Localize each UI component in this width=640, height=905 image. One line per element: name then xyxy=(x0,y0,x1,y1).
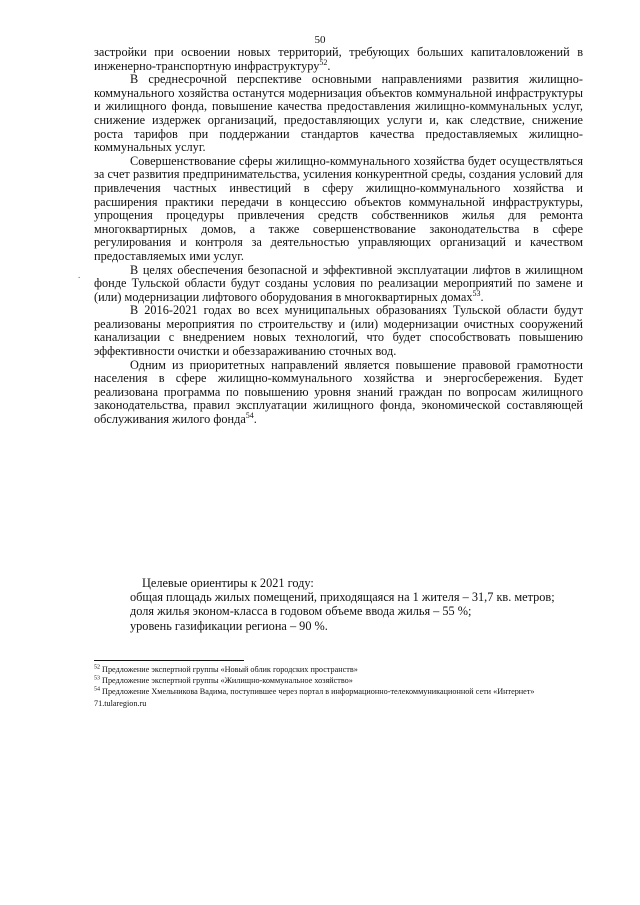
paragraph-4: В целях обеспечения безопасной и эффективной эксплуатации лифтов в жилищном фонде Тульской области будут созданы условия по реализации мероприятий по замене и (или) модернизации лифтового оборудования в многоквартирных домах$^{53}$. xyxy=(94,262,583,304)
paragraph-5: В 2016-2021 годах во всех муниципальных образованиях Тульской области будут реализованы мероприятия по строительству и (или) модернизации очистных сооружений канализации с внедрением новых технологий, что будет способствовать повышению эффективности очистки и обеззараживанию сточных вод. xyxy=(94,303,583,359)
scan-mark: . xyxy=(78,270,81,280)
footnote-ref-54: 54 xyxy=(245,410,254,420)
paragraph-3: Совершенствование сферы жилищно-коммунального хозяйства будет осуществляться за счет развития предпринимательства, усиления конкурентной среды, создания условий для привлечения частных инвестиций в сферу жилищно-коммунального хозяйства и расширения практики передачи в концессию объектов коммунальной инфраструктуры, упрощения процедуры привлечения средств собственников жилья для ремонта многоквартирных домов, а также совершенствование законодательства в сфере регулирования и контроля за деятельностью управляющих организаций и качеством предоставляемых ими услуг. xyxy=(94,153,583,263)
target-item-1: общая площадь жилых помещений, приходящаяся на 1 жителя – 31,7 кв. метров; xyxy=(130,590,555,605)
paragraph-6: Одним из приоритетных направлений является повышение правовой грамотности населения в сфере жилищно-коммунального хозяйства и энергосбережения. Будет реализована программа по повышению уровня знаний граждан по вопросам жилищного законодательства, правил эксплуатации жилищного фонда, экономической составляющей обслуживания жилого фонда$^{54}$. xyxy=(94,357,583,427)
target-indicators xyxy=(94,576,583,633)
footnotes xyxy=(94,664,583,709)
footnote-52: $^{52}$ Предложение экспертной группы «Новый облик городских пространств» xyxy=(94,664,358,674)
footnote-53: $^{53}$ Предложение экспертной группы «Жилищно-коммунальное хозяйство» xyxy=(94,675,353,686)
footnote-ref-52: 52 xyxy=(319,57,328,67)
targets-heading: Целевые ориентиры к 2021 году: xyxy=(142,576,314,590)
target-item-3: уровень газификации региона – 90 %. xyxy=(130,618,328,633)
footnote-separator xyxy=(94,660,244,661)
footnote-54: $^{54}$ Предложение Хмельникова Вадима, поступившее через портал в информационно-телекоммуникационной сети «Интернет» 71.tularegion.ru xyxy=(94,686,535,708)
target-item-2: доля жилья эконом-класса в годовом объеме ввода жилья – 55 %; xyxy=(130,604,472,619)
paragraph-2: В среднесрочной перспективе основными направлениями развития жилищно-коммунального хозяйства останутся модернизация объектов коммунальной инфраструктуры и жилищного фонда, повышение качества предоставления жилищно-коммунальных услуг, снижение издержек организаций, предоставляющих услуги и, как следствие, снижение роста тарифов при поддержании стандартов качества предоставляемых жилищно-коммунальных услуг. xyxy=(94,72,583,155)
footnote-ref-53: 53 xyxy=(472,288,481,298)
body-text xyxy=(94,46,583,427)
page-number: 50 xyxy=(314,34,326,46)
paragraph-1: застройки при освоении новых территорий, требующих больших капиталовложений в инженерно-транспортную инфраструктуру$^{52}$. xyxy=(94,45,583,73)
